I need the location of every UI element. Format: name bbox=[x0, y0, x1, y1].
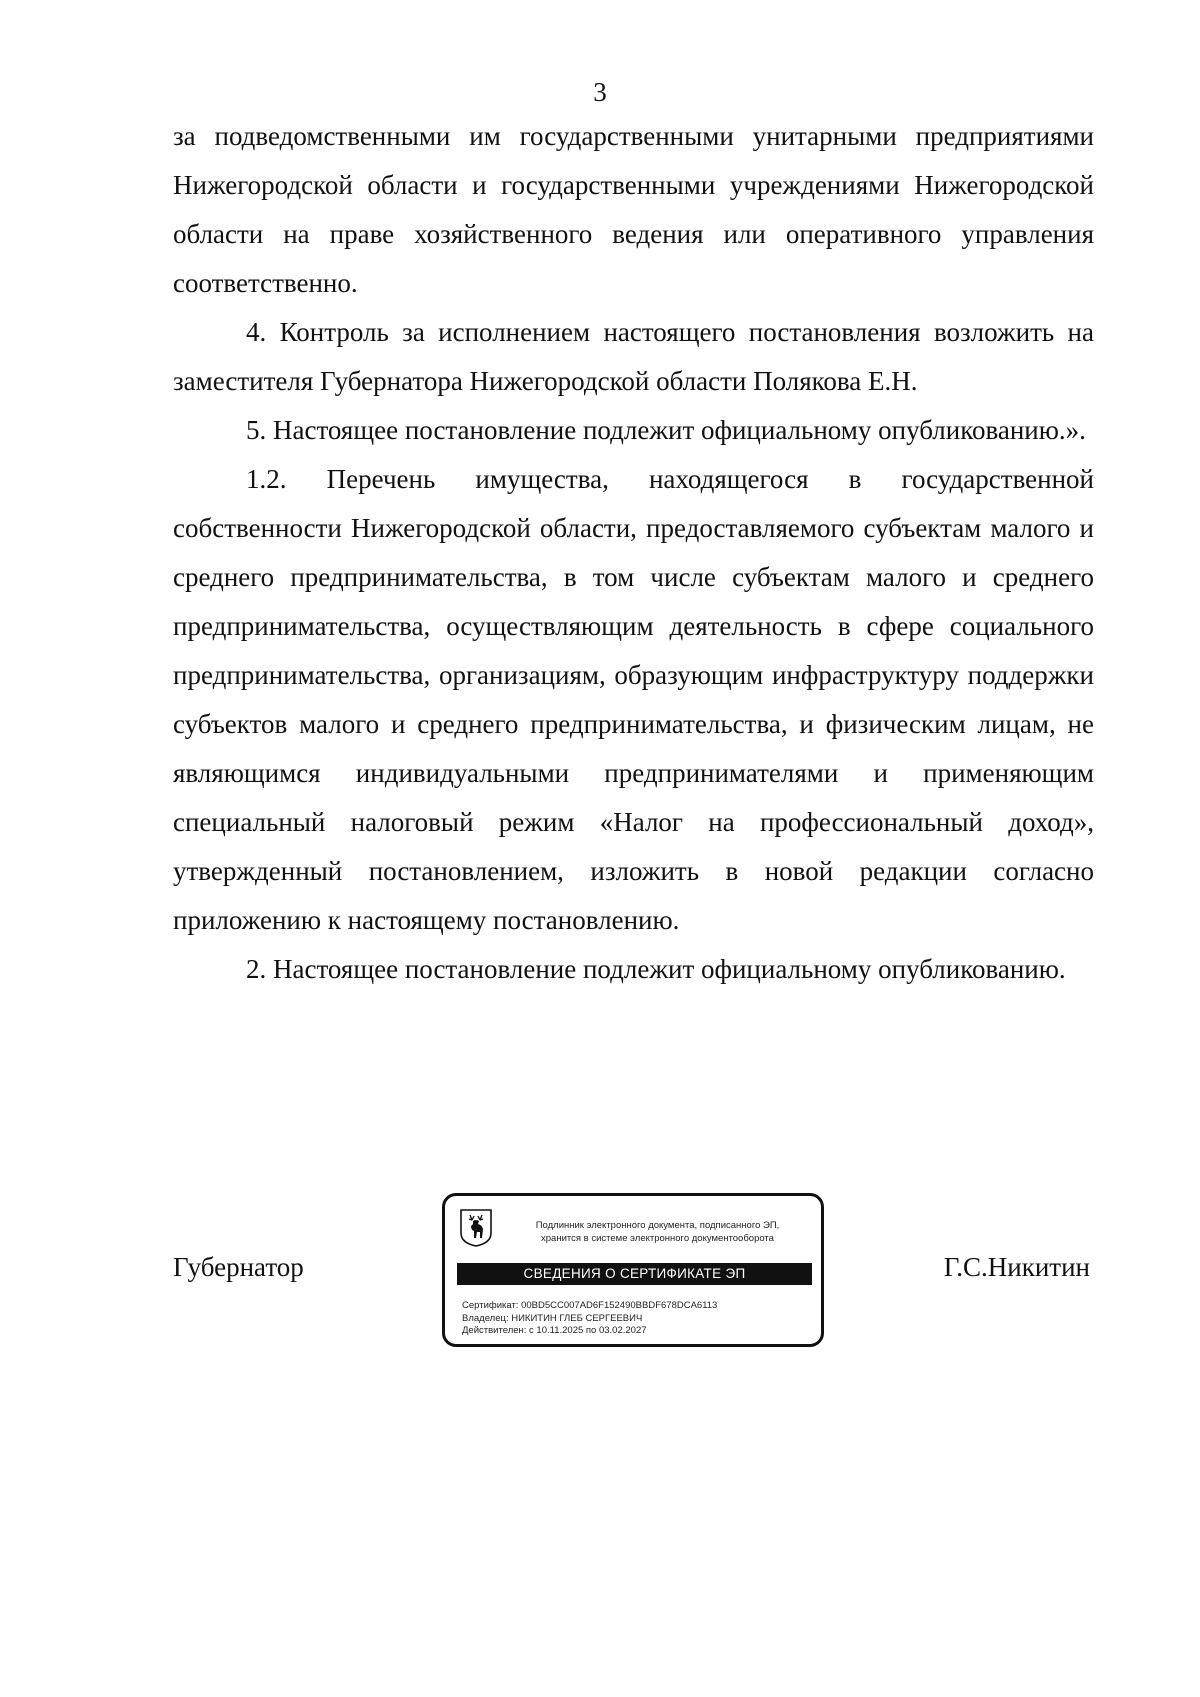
paragraph-continuation: за подведомственными им государственными унитарными предприятиями Нижегородской области и государственными учреждениями Нижегородской области на праве хозяйственного ведения или оперативного управления соответственно. bbox=[173, 121, 1094, 298]
nizhny-novgorod-deer-emblem-icon bbox=[460, 1209, 492, 1247]
stamp-header-line: Подлинник электронного документа, подписанного ЭП, bbox=[535, 1220, 780, 1231]
signatory-title: Губернатор bbox=[173, 1252, 304, 1282]
certificate-validity: Действителен: с 10.11.2025 по 03.02.2027 bbox=[462, 1325, 647, 1336]
stamp-header-line: хранится в системе электронного документооборота bbox=[541, 1233, 774, 1244]
paragraph-item-2: 2. Настоящее постановление подлежит официальному опубликованию. bbox=[246, 954, 1066, 984]
certificate-number: Сертификат: 00BD5CC007AD6F152490BBDF678DCA6113 bbox=[462, 1300, 718, 1311]
stamp-header bbox=[505, 1219, 810, 1245]
certificate-title-bar: СВЕДЕНИЯ О СЕРТИФИКАТЕ ЭП bbox=[457, 1263, 812, 1285]
document-body bbox=[173, 112, 1094, 994]
page-number: 3 bbox=[593, 77, 607, 107]
paragraph-item-4: 4. Контроль за исполнением настоящего постановления возложить на заместителя Губернатора Нижегородской области Полякова Е.Н. bbox=[173, 317, 1094, 396]
signatory-name: Г.С.Никитин bbox=[943, 1252, 1090, 1282]
certificate-details bbox=[462, 1300, 717, 1338]
certificate-owner: Владелец: НИКИТИН ГЛЕБ СЕРГЕЕВИЧ bbox=[462, 1312, 643, 1324]
paragraph-item-5: 5. Настоящее постановление подлежит официальному опубликованию.». bbox=[246, 415, 1086, 445]
electronic-signature-stamp bbox=[442, 1193, 824, 1347]
paragraph-item-1-2: 1.2. Перечень имущества, находящегося в государственной собственности Нижегородской области, предоставляемого субъектам малого и среднего предпринимательства, в том числе субъектам малого и среднего предпринимательства, осуществляющим деятельность в сфере социального предпринимательства, организациям, образующим инфраструктуру поддержки субъектов малого и среднего предпринимательства, и физическим лицам, не являющимся индивидуальными предпринимателями и применяющим специальный налоговый режим «Налог на профессиональный доход», утвержденный постановлением, изложить в новой редакции согласно приложению к настоящему постановлению. bbox=[173, 464, 1094, 935]
